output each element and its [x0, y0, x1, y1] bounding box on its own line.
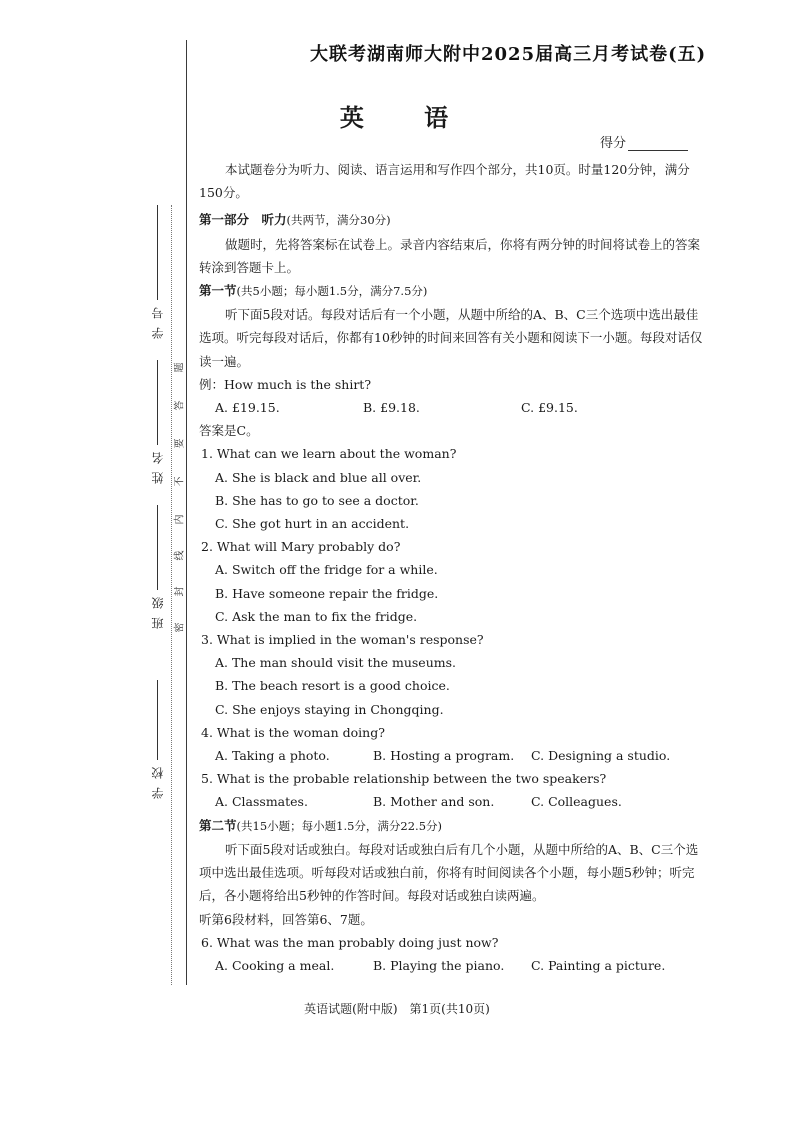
question-text: 1. What can we learn about the woman?	[201, 446, 457, 462]
school-blank	[157, 680, 158, 760]
seal-char: 要	[174, 438, 186, 449]
option: B. The beach resort is a good choice.	[215, 678, 450, 694]
school-label: 学 校	[151, 765, 165, 799]
option: C. She enjoys staying in Chongqing.	[215, 701, 444, 717]
option: C. Designing a studio.	[531, 748, 671, 764]
section1-heading	[199, 279, 707, 303]
option: C. Ask the man to fix the fridge.	[215, 608, 418, 624]
seal-char: 答	[174, 400, 186, 411]
exam-content	[199, 158, 707, 977]
option-row	[199, 790, 707, 813]
name-label: 姓 名	[151, 450, 165, 484]
seal-char: 内	[174, 514, 186, 525]
option: A. Classmates.	[215, 794, 308, 810]
example-option: B. £9.18.	[363, 400, 420, 416]
student-id-label: 学 号	[151, 305, 165, 339]
example-option: A. £19.15.	[215, 400, 280, 416]
section1-title: 第一节	[199, 283, 237, 299]
example-options	[199, 396, 707, 419]
option: A. She is black and blue all over.	[215, 469, 422, 485]
section2-instruction: 听下面5段对话或独白。每段对话或独白后有几个小题，从题中所给的A、B、C三个选项中选出最佳选项。听每段对话或独白前，你将有时间阅读各个小题，每小题5秒钟；听完后，各小题将给出5秒钟的作答时间。每段对话或独白读两遍。	[199, 841, 699, 904]
seal-char: 线	[174, 550, 186, 561]
option: A. Cooking a meal.	[215, 957, 335, 973]
seal-char: 题	[174, 362, 186, 373]
seal-char: 封	[174, 586, 186, 597]
option: A. Taking a photo.	[215, 748, 330, 764]
question-text: 2. What will Mary probably do?	[201, 539, 401, 555]
option: B. Have someone repair the fridge.	[215, 585, 439, 601]
option-row	[199, 954, 707, 977]
name-blank	[157, 360, 158, 445]
part1-note: (共两节，满分30分)	[286, 213, 391, 228]
class-label: 班 级	[151, 595, 165, 629]
question-text: 6. What was the man probably doing just now?	[201, 934, 499, 950]
part1-instruction: 做题时，先将答案标在试卷上。录音内容结束后，你将有两分钟的时间将试卷上的答案转涂到答题卡上。	[199, 236, 701, 275]
option-row	[199, 744, 707, 767]
page-footer: 英语试题(附中版) 第1页(共10页)	[304, 1002, 490, 1016]
option: C. Colleagues.	[531, 794, 622, 810]
seal-char: 不	[174, 476, 186, 487]
option: C. Painting a picture.	[531, 957, 666, 973]
section2-heading	[199, 814, 707, 838]
seal-char: 密	[174, 622, 186, 633]
subject-title: 英 语	[339, 103, 475, 132]
part1-title: 第一部分 听力	[199, 212, 287, 228]
section2-title: 第二节	[199, 817, 237, 833]
section2-note: (共15小题；每小题1.5分，满分22.5分)	[236, 818, 443, 833]
example-option: C. £9.15.	[521, 400, 578, 416]
section1-note: (共5小题；每小题1.5分，满分7.5分)	[236, 284, 428, 299]
question-text: 4. What is the woman doing?	[201, 724, 385, 740]
binding-line	[186, 40, 187, 985]
option: B. Playing the piano.	[373, 957, 505, 973]
class-blank	[157, 505, 158, 590]
intro-text: 本试题卷分为听力、阅读、语言运用和写作四个部分，共10页。时量120分钟，满分150分。	[199, 162, 690, 201]
example-question: 例：How much is the shirt?	[199, 376, 372, 392]
question-text: 5. What is the probable relationship between the two speakers?	[201, 771, 607, 787]
material-instruction: 听第6段材料，回答第6、7题。	[199, 911, 373, 927]
option: C. She got hurt in an accident.	[215, 516, 410, 532]
exam-title: 大联考湖南师大附中2025届高三月考试卷(五)	[310, 44, 707, 65]
score-field	[600, 132, 688, 151]
option: B. Mother and son.	[373, 794, 495, 810]
example-answer: 答案是C。	[199, 423, 259, 439]
student-id-blank	[157, 205, 158, 300]
option: B. She has to go to see a doctor.	[215, 492, 419, 508]
option: A. Switch off the fridge for a while.	[215, 562, 438, 578]
question-text: 3. What is implied in the woman's response?	[201, 632, 484, 648]
score-blank	[628, 150, 688, 151]
option: B. Hosting a program.	[373, 748, 515, 764]
score-label: 得分	[600, 136, 627, 151]
section1-instruction: 听下面5段对话。每段对话后有一个小题，从题中所给的A、B、C三个选项中选出最佳选项。听完每段对话后，你都有10秒钟的时间来回答有关小题和阅读下一小题。每段对话仅读一遍。	[199, 307, 703, 369]
part1-heading	[199, 208, 707, 232]
option: A. The man should visit the museums.	[215, 655, 456, 671]
